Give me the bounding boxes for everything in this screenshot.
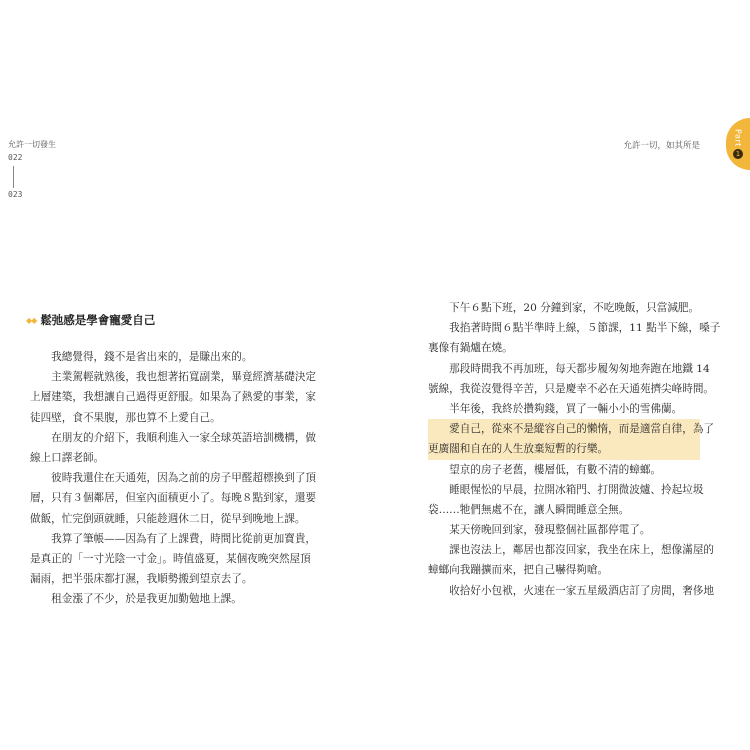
highlighted-text-line: 愛自己，從來不是縱容自己的懶惰，而是適當自律，為了 xyxy=(428,419,700,439)
text-line: 睡眼惺忪的早晨，拉開冰箱門、打開微波爐、拎起垃圾 xyxy=(428,483,704,496)
text-line: 我總覺得，錢不是省出來的，是賺出來的。 xyxy=(30,351,253,363)
text-line: 蟑螂向我蹦擴而來，把自己嚇得夠嗆。 xyxy=(428,564,609,577)
text-line: 線上口譯老師。 xyxy=(30,451,105,464)
section-title: 鬆弛感是學會寵愛自己 xyxy=(40,313,156,327)
page-number-divider xyxy=(13,166,14,188)
text-line: 半年後，我終於攢夠錢，買了一輛小小的雪佛蘭。 xyxy=(428,402,683,415)
text-line: 是真正的「一寸光陰一寸金」。時值盛夏，某個夜晚突然屋頂 xyxy=(30,552,311,565)
section-heading xyxy=(26,312,155,328)
text-line: 袋……牠們無處不在，讓人瞬間睡意全無。 xyxy=(428,503,630,516)
book-title: 允許一切發生 xyxy=(8,140,56,149)
text-line: 層，只有３個鄰居，但室內面積更小了。每晚８點到家，還要 xyxy=(30,492,317,505)
text-line: 做飯，忙完倒頭就睡，只能趁週休二日，從早到晚地上課。 xyxy=(30,512,306,525)
text-line: 上層建築，我想讓自己過得更舒服。如果為了熱愛的事業，家 xyxy=(30,391,317,404)
text-line: 彼時我還住在天通苑，因為之前的房子甲醛超標換到了頂 xyxy=(30,472,317,485)
text-line: 徒四壁，食不果腹，那也算不上愛自己。 xyxy=(30,411,221,424)
page-number-right: 023 xyxy=(8,190,23,199)
part-tab xyxy=(726,118,750,170)
text-line: 裏像有鍋爐在燒。 xyxy=(428,342,513,355)
page-number-left: 022 xyxy=(8,153,23,162)
text-line: 我掐著時間６點半準時上線，５節課，11 點半下線，嗓子 xyxy=(428,322,721,335)
part-label: Part xyxy=(733,129,743,147)
text-line: 收拾好小包袱，火速在一家五星級酒店訂了房間，奢侈地 xyxy=(428,584,715,597)
text-line: 我算了筆帳——因為有了上課費，時間比從前更加寶貴， xyxy=(30,532,317,545)
text-line: 漏雨，把半張床都打濕，我順勢搬到望京去了。 xyxy=(30,573,253,586)
chapter-title: 允許一切，如其所是 xyxy=(623,141,700,151)
double-diamond-icon: ◆◆ xyxy=(26,315,37,325)
left-body-text xyxy=(30,347,317,609)
highlighted-text-line: 更廣闊和自在的人生放棄短暫的行樂。 xyxy=(428,439,700,459)
part-number-badge: 1 xyxy=(733,149,743,159)
text-line: 下午６點下班，20 分鐘到家，不吃晚飯，只當減肥。 xyxy=(428,302,700,314)
text-line: 那段時間我不再加班，每天都步履匆匆地奔跑在地鐵 14 xyxy=(428,362,710,375)
text-line: 課也沒法上，鄰居也都沒回家，我坐在床上，想像滿屋的 xyxy=(428,544,715,557)
text-line: 在朋友的介紹下，我順利進入一家全球英語培訓機構，做 xyxy=(30,431,317,444)
text-line: 號線，我從沒覺得辛苦，只是慶幸不必在天通苑擠尖峰時間。 xyxy=(428,382,715,395)
text-line: 主業駕輕就熟後，我也想著拓寬副業，畢竟經濟基礎決定 xyxy=(30,371,317,384)
text-line: 某天傍晚回到家，發現整個社區都停電了。 xyxy=(428,524,651,537)
text-line: 望京的房子老舊，樓層低，有數不清的蟑螂。 xyxy=(428,463,662,476)
right-body-text xyxy=(428,298,721,601)
text-line: 租金漲了不少，於是我更加勤勉地上課。 xyxy=(30,593,242,606)
